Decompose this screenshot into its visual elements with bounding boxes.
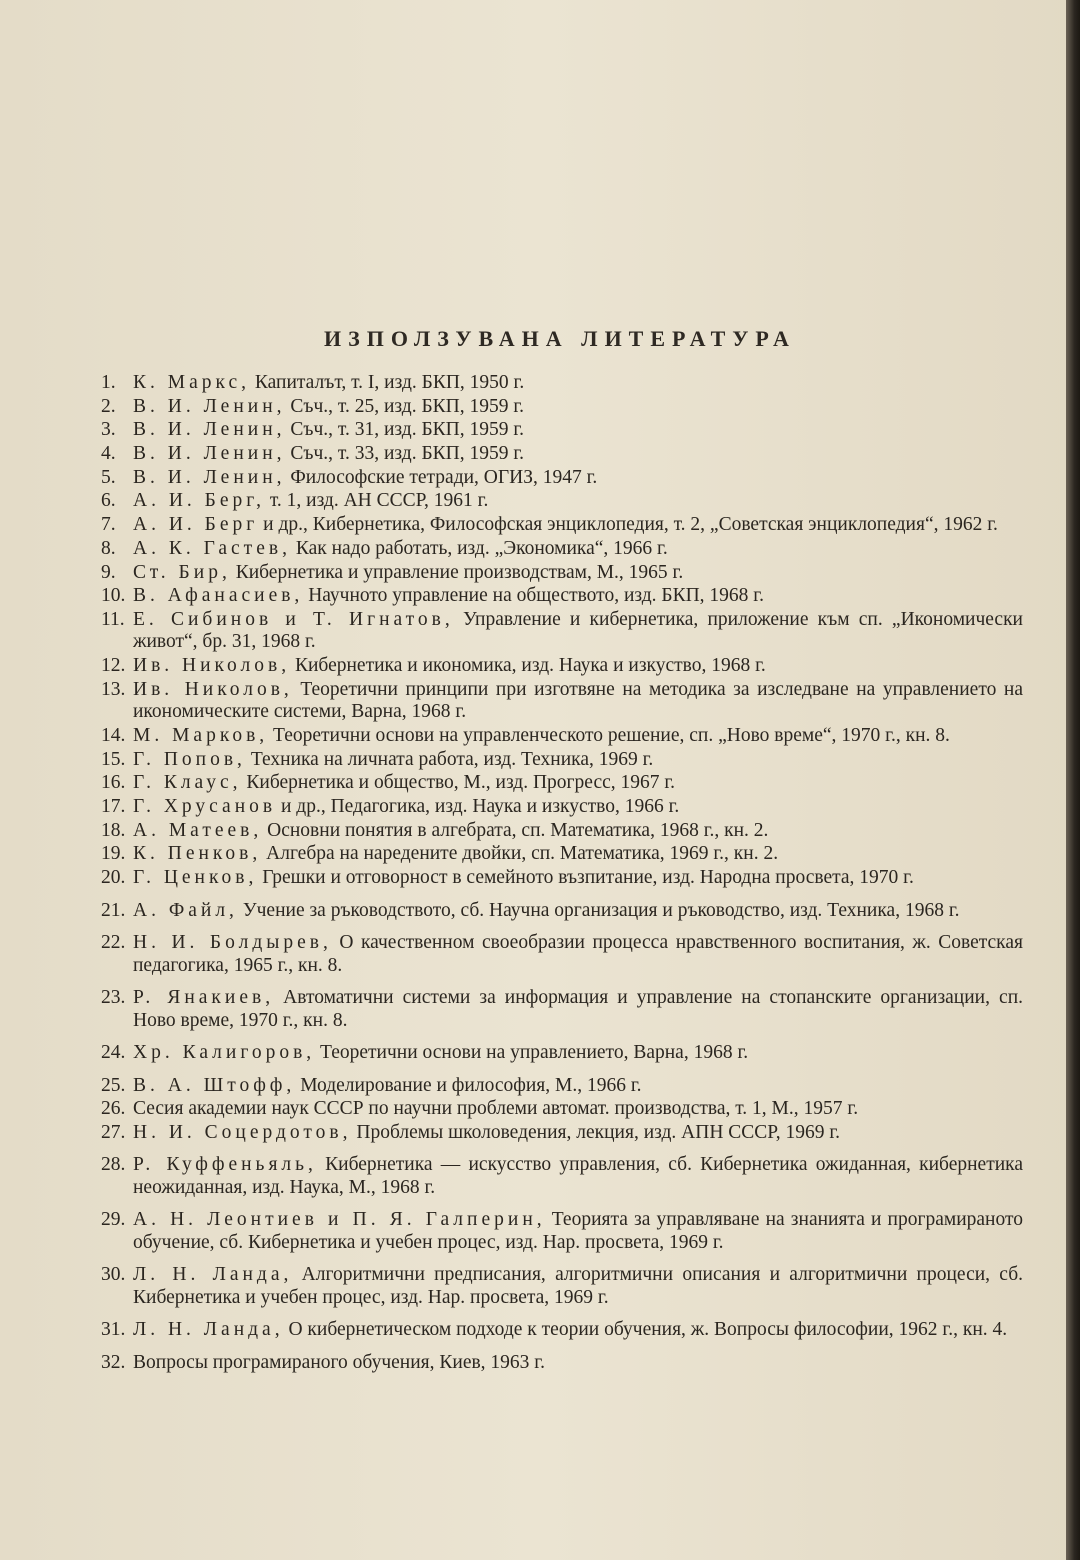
- reference-list: [101, 372, 1024, 1376]
- reference-text: Теоретични основи на управлението, Варна, 1968 г.: [315, 1042, 749, 1064]
- reference-author: Г. Клаус,: [133, 772, 242, 794]
- reference-text: Теорията за управляване на знанията и програмираното обучение, сб. Кибернетика и учебен процес, изд. Нар. просвета, 1969 г.: [133, 1209, 1023, 1253]
- reference-text: Проблемы школоведения, лекция, изд. АПН СССР, 1969 г.: [351, 1121, 840, 1143]
- reference-author: В. И. Ленин,: [133, 443, 286, 465]
- reference-number: 18.: [101, 819, 126, 841]
- reference-author: Ст. Бир,: [133, 561, 231, 583]
- reference-author: Г. Хрусанов: [133, 796, 277, 817]
- reference-item: [101, 395, 1023, 419]
- reference-text: Основни понятия в алгебрата, сп. Математика, 1968 г., кн. 2.: [262, 819, 769, 841]
- reference-author: К. Маркс,: [133, 372, 251, 393]
- reference-text: Философские тетради, ОГИЗ, 1947 г.: [285, 466, 598, 488]
- reference-author: Н. И. Соцердотов,: [133, 1121, 352, 1143]
- reference-author: Н. И. Болдырев,: [133, 932, 332, 954]
- reference-author: А. И. Берг: [133, 514, 259, 536]
- reference-author: Ив. Николов,: [133, 678, 293, 700]
- reference-item: [101, 819, 1023, 843]
- reference-item: [101, 932, 1023, 977]
- reference-author: А. Матеев,: [133, 819, 263, 841]
- reference-item: [101, 1264, 1023, 1309]
- reference-item: [101, 655, 1023, 678]
- reference-author: Р. Янакиев,: [133, 987, 275, 1009]
- reference-number: 11.: [101, 608, 125, 630]
- reference-author: Л. Н. Ланда,: [133, 1319, 284, 1341]
- reference-author: К. Пенков,: [133, 843, 262, 865]
- reference-number: 21.: [101, 899, 126, 921]
- reference-item: [101, 1351, 1023, 1375]
- reference-author: В. И. Ленин,: [133, 395, 286, 417]
- reference-item: [101, 867, 1023, 890]
- reference-number: 27.: [101, 1121, 126, 1143]
- reference-text: Техника на личната работа, изд. Техника, 1969 г.: [245, 748, 654, 770]
- reference-author: Г. Ценков,: [133, 867, 258, 889]
- book-spine-edge: [1066, 0, 1080, 1560]
- reference-author: Р. Куффеньяль,: [133, 1154, 317, 1176]
- reference-text: Автоматични системи за информация и управление на стопанските организации, сп. Ново време, 1970 г., кн. 8.: [133, 987, 1024, 1031]
- reference-item: [101, 987, 1024, 1032]
- reference-number: 32.: [101, 1351, 126, 1373]
- reference-number: 19.: [101, 843, 126, 865]
- reference-number: 10.: [101, 585, 126, 607]
- reference-author: Г. Попов,: [133, 748, 246, 770]
- reference-text: т. 1, изд. АН СССР, 1961 г.: [264, 490, 489, 512]
- reference-text: и др., Педагогика, изд. Наука и изкуство, 1966 г.: [276, 796, 680, 817]
- reference-item: [101, 514, 1023, 537]
- reference-text: О кибернетическом подходе к теории обучения, ж. Вопросы философии, 1962 г., кн. 4.: [283, 1319, 1008, 1341]
- reference-text: Кибернетика и икономика, изд. Наука и изкуство, 1968 г.: [290, 655, 766, 677]
- reference-item: [101, 608, 1023, 654]
- reference-text: Грешки и отговорност в семейното възпитание, изд. Народна просвета, 1970 г.: [257, 867, 914, 889]
- reference-number: 3.: [101, 419, 116, 441]
- reference-text: Капиталът, т. I, изд. БКП, 1950 г.: [250, 372, 525, 393]
- reference-number: 4.: [101, 443, 116, 465]
- reference-author: Ив. Николов,: [133, 655, 291, 677]
- reference-number: 15.: [101, 748, 126, 770]
- reference-text: и др., Кибернетика, Философская энциклопедия, т. 2, „Советская энциклопедия“, 1962 г.: [258, 514, 998, 536]
- reference-text: Теоретични основи на управленческото решение, сп. „Ново време“, 1970 г., кн. 8.: [268, 724, 950, 746]
- reference-number: 7.: [101, 514, 116, 536]
- reference-number: 20.: [101, 867, 126, 889]
- reference-text: Управление и кибернетика, приложение към сп. „Икономически живот“, бр. 31, 1968 г.: [133, 608, 1023, 653]
- reference-number: 24.: [101, 1042, 126, 1064]
- reference-text: О качественном своеобразии процесса нравственного воспитания, ж. Советская педагогика, 1965 г., кн. 8.: [133, 932, 1023, 976]
- reference-item: [101, 372, 1023, 395]
- reference-text: Съч., т. 25, изд. БКП, 1959 г.: [285, 395, 525, 417]
- reference-text: Сесия академии наук СССР по научни проблеми автомат. производства, т. 1, М., 1957 г.: [133, 1098, 859, 1120]
- reference-author: Хр. Калигоров,: [133, 1042, 316, 1064]
- reference-author: Е. Сибинов и Т. Игнатов,: [133, 608, 454, 630]
- reference-author: Л. Н. Ланда,: [133, 1264, 293, 1286]
- reference-text: Как надо работать, изд. „Экономика“, 1966 г.: [290, 537, 668, 559]
- reference-author: А. И. Берг,: [133, 490, 265, 512]
- reference-number: 17.: [101, 796, 126, 817]
- reference-item: [101, 1154, 1023, 1199]
- reference-item: [101, 899, 1023, 923]
- reference-number: 16.: [101, 772, 126, 794]
- reference-number: 31.: [101, 1319, 126, 1341]
- reference-item: [101, 1074, 1023, 1098]
- reference-number: 6.: [101, 490, 116, 512]
- reference-number: 29.: [101, 1209, 126, 1231]
- reference-text: Кибернетика — искусство управления, сб. Кибернетика ожиданная, кибернетика неожиданная, изд. Наука, М., 1968 г.: [133, 1154, 1023, 1198]
- reference-number: 23.: [101, 987, 126, 1009]
- reference-text: Алгоритмични предписания, алгоритмични описания и алгоритмични процеси, сб. Кибернетика и учебен процес, изд. Нар. просвета, 1969 г.: [133, 1264, 1023, 1308]
- reference-item: [101, 466, 1023, 490]
- reference-author: В. Афанасиев,: [133, 585, 304, 607]
- reference-number: 1.: [101, 372, 116, 393]
- reference-text: Съч., т. 31, изд. БКП, 1959 г.: [285, 419, 525, 441]
- reference-item: [101, 490, 1023, 513]
- reference-item: [101, 796, 1023, 819]
- reference-number: 26.: [101, 1098, 126, 1120]
- reference-author: А. Н. Леонтиев и П. Я. Галперин,: [133, 1209, 546, 1231]
- reference-text: Съч., т. 33, изд. БКП, 1959 г.: [285, 443, 525, 465]
- reference-item: [101, 443, 1023, 466]
- reference-item: [101, 561, 1023, 585]
- reference-number: 30.: [101, 1264, 126, 1286]
- reference-text: Кибернетика и общество, М., изд. Прогресс, 1967 г.: [241, 772, 676, 794]
- reference-author: В. И. Ленин,: [133, 419, 286, 441]
- reference-author: А. Файл,: [133, 899, 238, 921]
- reference-author: В. И. Ленин,: [133, 466, 286, 488]
- reference-number: 28.: [101, 1154, 126, 1176]
- reference-item: [101, 585, 1023, 608]
- reference-item: [101, 1319, 1023, 1342]
- reference-text: Научното управление на обществото, изд. БКП, 1968 г.: [303, 585, 764, 607]
- reference-number: 14.: [101, 724, 126, 746]
- reference-text: Вопросы програмираного обучения, Киев, 1963 г.: [133, 1351, 545, 1373]
- reference-item: [101, 1042, 1023, 1065]
- reference-number: 22.: [101, 932, 126, 954]
- reference-text: Алгебра на наредените двойки, сп. Математика, 1969 г., кн. 2.: [261, 843, 779, 865]
- reference-text: Кибернетика и управление производствам, М., 1965 г.: [230, 561, 684, 583]
- reference-item: [101, 1098, 1023, 1121]
- reference-item: [101, 748, 1023, 772]
- reference-item: [101, 843, 1023, 866]
- reference-text: Теоретични принципи при изготвяне на методика за изследване на управлението на икономическите системи, Варна, 1968 г.: [133, 678, 1023, 723]
- reference-number: 25.: [101, 1074, 126, 1096]
- reference-author: В. А. Штофф,: [133, 1074, 296, 1096]
- reference-number: 13.: [101, 678, 126, 700]
- reference-number: 5.: [101, 466, 116, 488]
- reference-item: [101, 1121, 1023, 1145]
- page-title: ИЗПОЛЗУВАНА ЛИТЕРАТУРА: [324, 326, 796, 351]
- reference-item: [101, 1209, 1023, 1254]
- reference-text: Учение за ръководството, сб. Научна организация и ръководство, изд. Техника, 1968 г.: [237, 899, 960, 921]
- reference-number: 2.: [101, 395, 116, 417]
- reference-author: А. К. Гастев,: [133, 537, 291, 559]
- reference-item: [101, 772, 1023, 795]
- reference-item: [101, 724, 1023, 748]
- reference-item: [101, 419, 1023, 442]
- reference-number: 9.: [101, 561, 116, 583]
- reference-author: М. Марков,: [133, 724, 269, 746]
- reference-item: [101, 678, 1023, 724]
- reference-item: [101, 537, 1023, 561]
- reference-number: 12.: [101, 655, 126, 677]
- reference-text: Моделирование и философия, М., 1966 г.: [295, 1074, 642, 1096]
- reference-number: 8.: [101, 537, 116, 559]
